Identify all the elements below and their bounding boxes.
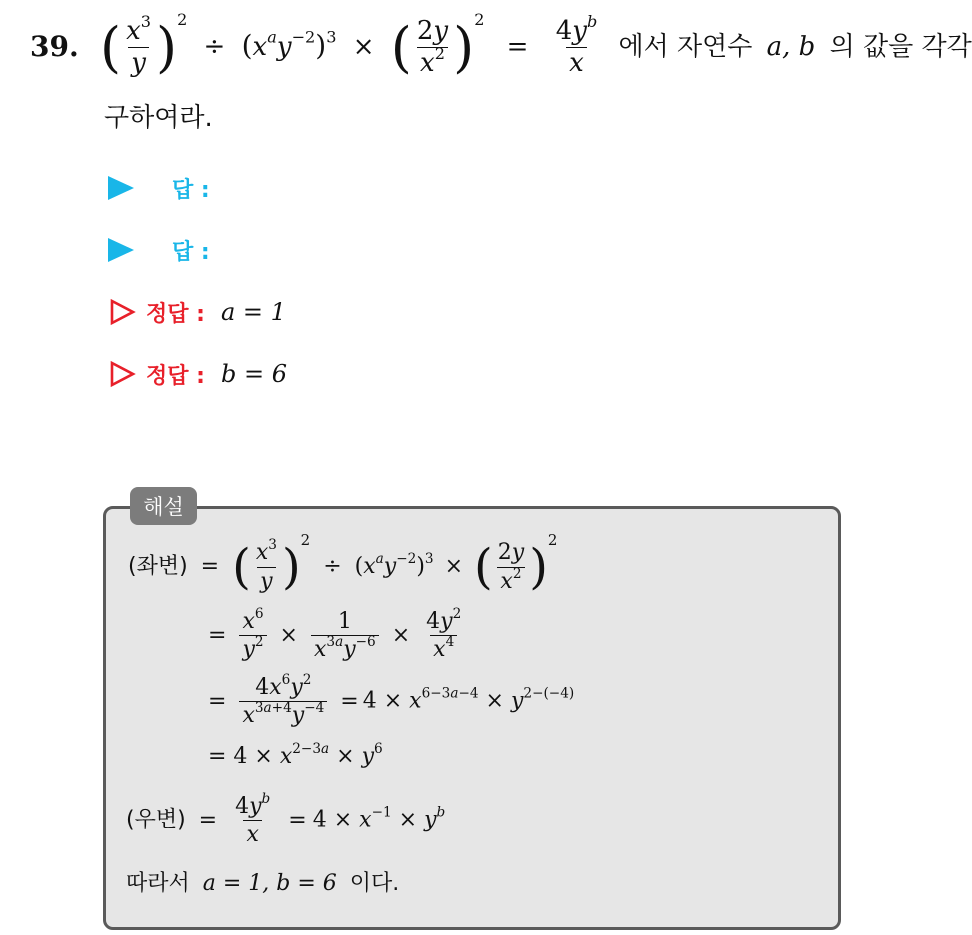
fraction-2y-over-x2: $\frac{2y}{x^2}$ xyxy=(416,16,449,79)
outline-triangle-icon xyxy=(108,298,136,326)
answer-label: 답 : xyxy=(172,239,210,265)
solution-label: 정답 : xyxy=(146,363,205,389)
lhs-line-1: (좌변) = ( $\frac{x^3}{y}$ )$^2 \div (x^ay^{-2})^3$ × ( $\frac{2y}{x^2}$ )$^2$ xyxy=(128,531,558,595)
answer-row-2 xyxy=(108,232,210,268)
prompt-line-2: 구하여라. xyxy=(104,103,213,133)
lhs-line-2: = $\frac{x^6}{y^2}$ × $\frac{1}{x^{3a}y^{-6}}$ × $\frac{4y^2}{x^4}$ xyxy=(208,605,462,663)
solution-label: 정답 : xyxy=(146,301,205,327)
fraction-4yb-over-x: $\frac{4y^b}{x}$ xyxy=(555,11,598,79)
paren-open: ( xyxy=(100,15,122,79)
solution-row-2 xyxy=(108,356,287,392)
conclusion-suffix: 이다. xyxy=(349,871,400,896)
rhs-label: (우변) xyxy=(126,807,186,833)
answer-label: 답 : xyxy=(172,177,210,203)
conclusion-prefix: 따라서 xyxy=(126,871,190,896)
fraction-x3-over-y: $\frac{x^3}{y}$ xyxy=(126,11,151,79)
question-number: 39. xyxy=(30,30,79,63)
rhs-line: (우변) = $\frac{4y^b}{x}$ = $4 \times x^{-1} \times y^b$ xyxy=(126,790,446,848)
prompt-end: 의 값을 각각 xyxy=(829,31,972,62)
conclusion-line xyxy=(126,866,399,897)
outline-triangle-icon xyxy=(108,360,136,388)
question-expression: ( $\frac{x^3}{y}$ )$^2 \div (x^ay^{-2})^3$ × ( $\frac{2y}{x^2}$ )$^2$ = $\frac{4y^b}{x}$ 에서 자연수 a, b 의 값을 각각 xyxy=(100,9,972,79)
play-triangle-icon xyxy=(108,176,134,200)
play-triangle-icon xyxy=(108,238,134,262)
lhs-label: (좌변) xyxy=(128,554,188,579)
prompt-suffix: 에서 자연수 xyxy=(618,31,753,62)
solution-value: b = 6 xyxy=(220,360,287,388)
lhs-line-4: = $4 \times x^{2-3a} \times y^6$ xyxy=(208,740,383,769)
prompt-variables: a, b xyxy=(766,31,816,62)
lhs-line-3: = $\frac{4x^6y^2}{x^{3a+4}y^{-4}}$ = $4 \times x^{6-3a-4} \times y^{2-(-4)}$ xyxy=(208,671,575,729)
solution-value: a = 1 xyxy=(220,298,286,326)
paren-close: ) xyxy=(156,15,178,79)
answer-row-1 xyxy=(108,170,210,206)
conclusion-values: a = 1, b = 6 xyxy=(202,871,337,896)
explanation-tag: 해설 xyxy=(130,487,197,525)
solution-row-1 xyxy=(108,294,286,330)
